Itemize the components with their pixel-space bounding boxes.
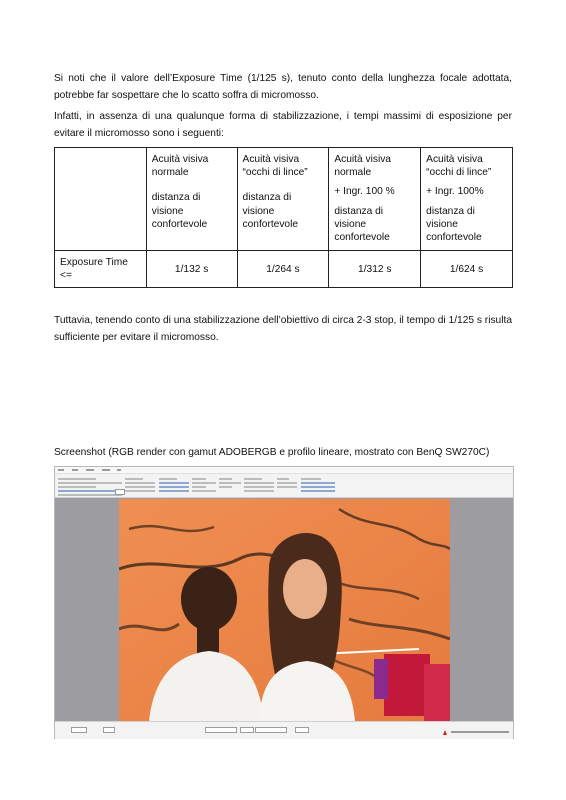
exposure-time-table (54, 147, 513, 288)
status-field[interactable] (205, 727, 237, 733)
table-header-cell: Acuità visiva normale + Ingr. 100 % distanza di visione confortevole (329, 148, 421, 251)
table-header-cell: Acuità visiva “occhi di lince” + Ingr. 100% distanza di visione confortevole (421, 148, 513, 251)
table-row (55, 251, 513, 288)
toolbar-group (277, 476, 297, 495)
portrait-photo (119, 499, 450, 721)
toolbar-group (159, 476, 189, 495)
status-field[interactable] (71, 727, 87, 733)
toolbar-group (244, 476, 274, 495)
toolbar-group (219, 476, 241, 495)
portrait-photo-illustration (119, 499, 450, 721)
screenshot-caption: Screenshot (RGB render con gamut ADOBERGB e profilo lineare, mostrato con BenQ SW270C) (54, 447, 490, 458)
table-cell: 1/132 s (146, 251, 237, 288)
table-cell: 1/624 s (421, 251, 513, 288)
toolbar-group (192, 476, 216, 495)
status-field[interactable] (240, 727, 254, 733)
app-toolbar (55, 474, 513, 498)
file-info-panel (58, 476, 122, 495)
table-header-row (55, 148, 513, 251)
table-corner-cell (55, 148, 147, 251)
status-field[interactable] (295, 727, 309, 733)
table-cell: 1/312 s (329, 251, 421, 288)
table-row-label: Exposure Time <= (55, 251, 147, 288)
embedded-screenshot (54, 466, 514, 739)
image-viewport (55, 498, 513, 721)
paragraph-exposure-note: Si noti che il valore dell’Exposure Time (1/125 s), tenuto conto della lunghezza focale adottata, potrebbe far sospettare che lo scatto soffra di micromosso. (54, 73, 512, 101)
table-cell: 1/264 s (237, 251, 329, 288)
brand-text-placeholder (451, 731, 509, 733)
app-menubar (55, 467, 513, 474)
table-header-cell: Acuità visiva “occhi di lince” distanza di visione confortevole (237, 148, 329, 251)
app-statusbar (55, 721, 513, 739)
status-field[interactable] (103, 727, 115, 733)
status-field[interactable] (255, 727, 287, 733)
toolbar-field[interactable] (115, 489, 125, 495)
toolbar-group (301, 476, 335, 495)
paragraph-stabilization-intro: Infatti, in assenza di una qualunque forma di stabilizzazione, i tempi massimi di esposizione per evitare il micromosso sono i seguenti: (54, 111, 512, 139)
brand-logo-icon (443, 730, 447, 735)
table-header-cell: Acuità visiva normale distanza di visione confortevole (146, 148, 237, 251)
paragraph-stabilization-conclusion: Tuttavia, tenendo conto di una stabilizzazione dell’obiettivo di circa 2-3 stop, il tempo di 1/125 s risulta sufficiente per evitare il micromosso. (54, 315, 512, 343)
toolbar-group (125, 476, 155, 495)
